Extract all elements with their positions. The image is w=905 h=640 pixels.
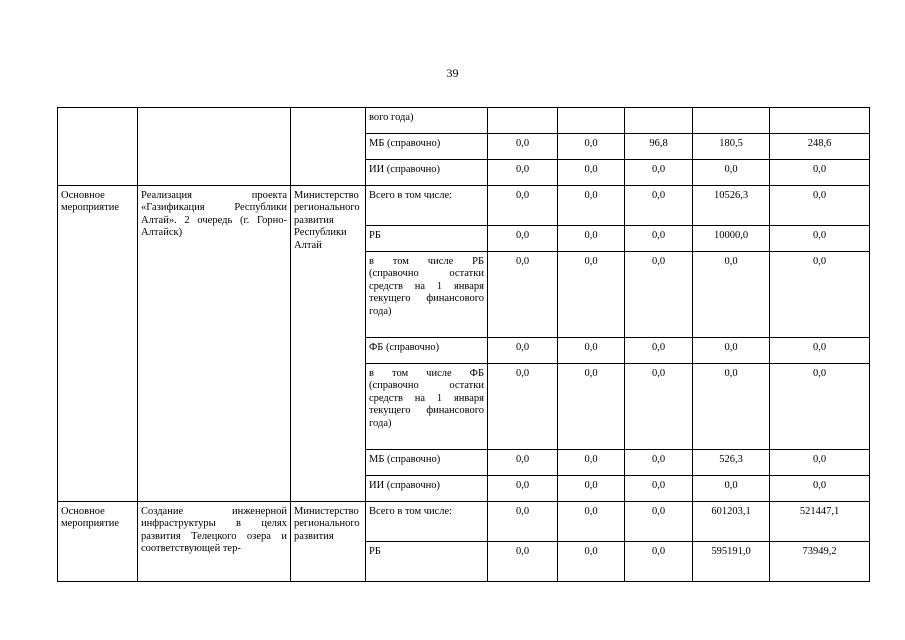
value-cell: 0,0 — [770, 338, 870, 364]
value-cell: 0,0 — [488, 160, 558, 186]
value-cell: 180,5 — [693, 134, 770, 160]
value-cell: 0,0 — [488, 450, 558, 476]
value-cell: 0,0 — [770, 364, 870, 450]
value-cell — [558, 108, 625, 134]
executor-cell — [291, 108, 366, 186]
source-cell: Всего в том числе: — [366, 186, 488, 226]
name-cell: Реализация проекта «Газификация Республики Алтай». 2 очередь (г. Горно-Алтайск) — [138, 186, 291, 502]
value-cell: 0,0 — [558, 134, 625, 160]
source-cell: МБ (справочно) — [366, 134, 488, 160]
value-cell: 0,0 — [558, 186, 625, 226]
value-cell: 0,0 — [625, 160, 693, 186]
value-cell: 0,0 — [558, 160, 625, 186]
executor-cell: Министерство регионального развития Республики Алтай — [291, 186, 366, 502]
value-cell: 0,0 — [770, 226, 870, 252]
value-cell: 0,0 — [693, 476, 770, 502]
value-cell: 0,0 — [488, 542, 558, 582]
value-cell: 0,0 — [625, 364, 693, 450]
source-cell: ИИ (справочно) — [366, 160, 488, 186]
value-cell: 0,0 — [488, 338, 558, 364]
value-cell: 0,0 — [625, 476, 693, 502]
value-cell: 601203,1 — [693, 502, 770, 542]
name-cell — [138, 108, 291, 186]
value-cell: 0,0 — [488, 364, 558, 450]
value-cell: 0,0 — [625, 226, 693, 252]
value-cell — [693, 108, 770, 134]
value-cell: 0,0 — [488, 186, 558, 226]
type-cell: Основное мероприятие — [58, 502, 138, 582]
value-cell: 0,0 — [693, 338, 770, 364]
page-number: 39 — [446, 66, 459, 80]
value-cell: 595191,0 — [693, 542, 770, 582]
value-cell: 10000,0 — [693, 226, 770, 252]
table-row — [58, 186, 870, 226]
value-cell — [770, 108, 870, 134]
type-cell: Основное мероприятие — [58, 186, 138, 502]
value-cell: 0,0 — [558, 252, 625, 338]
table-row — [58, 502, 870, 542]
value-cell: 0,0 — [558, 364, 625, 450]
value-cell: 0,0 — [558, 542, 625, 582]
value-cell: 0,0 — [488, 252, 558, 338]
type-cell — [58, 108, 138, 186]
value-cell: 0,0 — [693, 160, 770, 186]
value-cell: 0,0 — [558, 338, 625, 364]
value-cell: 96,8 — [625, 134, 693, 160]
source-cell: Всего в том числе: — [366, 502, 488, 542]
source-cell: РБ — [366, 542, 488, 582]
value-cell: 0,0 — [558, 476, 625, 502]
name-cell: Создание инженерной инфраструктуры в целях развития Телецкого озера и соответствующей тер- — [138, 502, 291, 582]
source-cell: РБ — [366, 226, 488, 252]
source-cell: в том числе РБ (справочно остатки средств на 1 января текущего финансового года) — [366, 252, 488, 338]
executor-cell: Министерство регионального развития — [291, 502, 366, 582]
source-cell: в том числе ФБ (справочно остатки средств на 1 января текущего финансового года) — [366, 364, 488, 450]
value-cell: 0,0 — [625, 542, 693, 582]
source-cell: ИИ (справочно) — [366, 476, 488, 502]
value-cell: 0,0 — [488, 476, 558, 502]
value-cell — [488, 108, 558, 134]
source-cell: ФБ (справочно) — [366, 338, 488, 364]
value-cell: 10526,3 — [693, 186, 770, 226]
source-cell: вого года) — [366, 108, 488, 134]
value-cell: 0,0 — [770, 186, 870, 226]
value-cell: 0,0 — [770, 476, 870, 502]
source-cell: МБ (справочно) — [366, 450, 488, 476]
value-cell: 0,0 — [558, 226, 625, 252]
value-cell: 0,0 — [558, 450, 625, 476]
table-row — [58, 108, 870, 134]
value-cell: 0,0 — [770, 252, 870, 338]
value-cell: 521447,1 — [770, 502, 870, 542]
budget-table — [57, 107, 870, 582]
value-cell: 526,3 — [693, 450, 770, 476]
value-cell: 0,0 — [488, 134, 558, 160]
value-cell: 0,0 — [770, 450, 870, 476]
value-cell: 0,0 — [625, 450, 693, 476]
value-cell: 0,0 — [770, 160, 870, 186]
value-cell — [625, 108, 693, 134]
value-cell: 0,0 — [625, 338, 693, 364]
value-cell: 0,0 — [488, 502, 558, 542]
value-cell: 0,0 — [693, 252, 770, 338]
value-cell: 0,0 — [693, 364, 770, 450]
value-cell: 0,0 — [625, 502, 693, 542]
value-cell: 0,0 — [558, 502, 625, 542]
value-cell: 73949,2 — [770, 542, 870, 582]
value-cell: 0,0 — [625, 186, 693, 226]
value-cell: 0,0 — [625, 252, 693, 338]
value-cell: 248,6 — [770, 134, 870, 160]
value-cell: 0,0 — [488, 226, 558, 252]
